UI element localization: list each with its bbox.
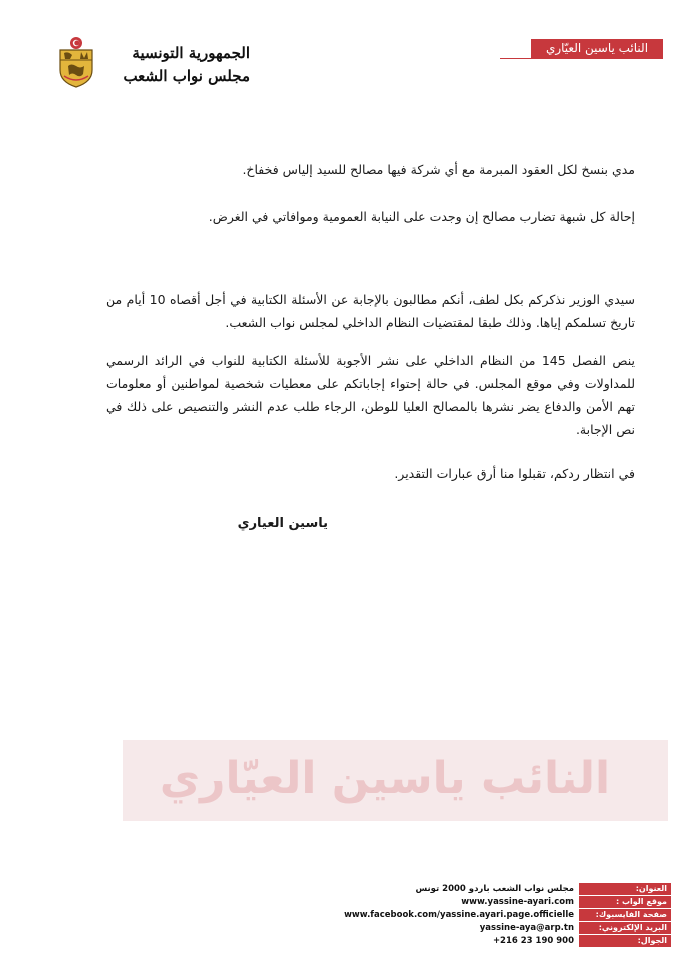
footer-label-email: البريد الإلكتروني: <box>579 922 671 934</box>
footer-value-email[interactable]: yassine-aya@arp.tn <box>479 923 574 933</box>
paragraph-publication-rule: ينص الفصل 145 من النظام الداخلي على نشر الأجوبة للأسئلة الكتابية للنواب في الرائد الرسمي للمداولات وفي موقع المجلس. في حالة إحتواء إجاباتكم على معطيات شخصية لمواطنين أو معلومات تهم الأمن والدفاع يضر نشرها بالمصالح العليا للوطن، الرجاء طلب عدم النشر والتنصيص على ذلك في نص الإجابة. <box>106 353 635 437</box>
footer-value-website[interactable]: www.yassine-ayari.com <box>461 897 574 907</box>
republic-name: الجمهورية التونسية <box>132 44 250 62</box>
paragraph-referral-request: إحالة كل شبهة تضارب مصالح إن وجدت على النيابة العمومية وموافاتي في الغرض. <box>208 209 635 224</box>
footer-label-address: العنوان: <box>579 883 671 895</box>
paragraph-documents-request: مدي بنسخ لكل العقود المبرمة مع أي شركة فيها مصالح للسيد إلياس فخفاخ. <box>242 162 635 177</box>
footer-row-phone <box>330 935 671 947</box>
footer-row-website <box>330 896 671 908</box>
republic-title <box>100 42 250 88</box>
footer-value-facebook[interactable]: www.facebook.com/yassine.ayari.page.officielle <box>344 910 574 920</box>
paragraph-deadline-reminder: سيدي الوزير نذكركم بكل لطف، أنكم مطالبون بالإجابة عن الأسئلة الكتابية في أجل أقصاه 10 أيام من تاريخ تسلمكم إياها. وذلك طبقا لمقتضيات النظام الداخلي لمجلس نواب الشعب. <box>106 292 635 330</box>
paragraph-closing: في انتظار ردكم، تقبلوا منا أرق عبارات التقدير. <box>394 466 635 481</box>
footer-value-address: مجلس نواب الشعب باردو 2000 تونس <box>415 884 574 894</box>
footer-label-phone: الجوال: <box>579 935 671 947</box>
contact-footer <box>330 883 671 948</box>
footer-row-email <box>330 922 671 934</box>
footer-label-facebook: صفحة الفايسبوك: <box>579 909 671 921</box>
footer-value-phone: +216 23 190 900 <box>492 936 574 946</box>
tunisia-coat-of-arms-icon <box>54 36 98 88</box>
assembly-name: مجلس نواب الشعب <box>123 67 250 85</box>
mp-name-tag: النائب ياسين العيّاري <box>531 39 663 58</box>
footer-label-website: موقع الواب : <box>579 896 671 908</box>
signature-name: ياسين العياري <box>237 516 328 531</box>
header-tag-underline <box>500 58 663 59</box>
footer-row-address <box>330 883 671 895</box>
footer-row-facebook <box>330 909 671 921</box>
watermark-text: النائب ياسين العيّاري <box>159 753 611 804</box>
